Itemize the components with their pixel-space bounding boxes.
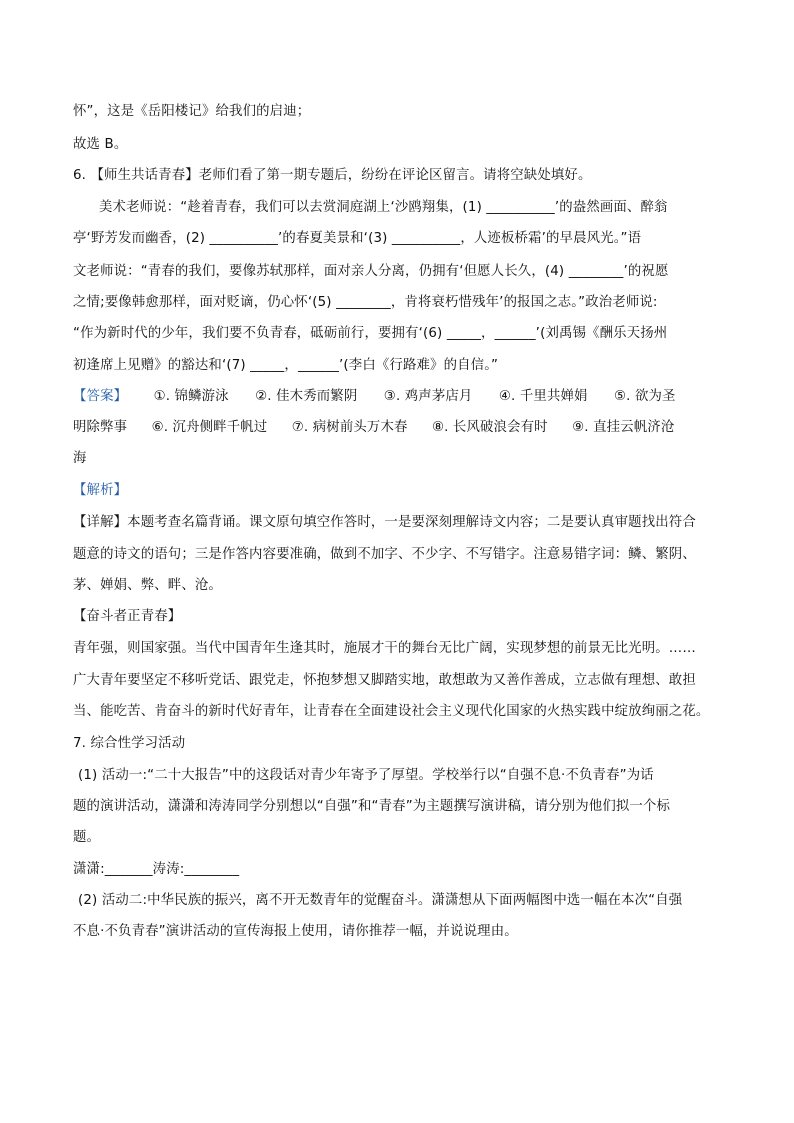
answer-item: ⑥. 沉舟侧畔千帆过	[151, 420, 268, 435]
answer-item: ⑧. 长风破浪会有时	[431, 420, 548, 435]
text-line: 题。	[73, 830, 101, 845]
text-line: 初逢席上见赠》的豁达和‘(7) _____，______’(李白《行路难》的自信。”	[73, 358, 499, 373]
text-line: 题的演讲活动，潇潇和涛涛同学分别想以“自强”和“青春”为主题撰写演讲稿，请分别为他们拟一个标	[73, 799, 671, 814]
answer-item: ③. 鸡声茅店月	[383, 389, 473, 404]
answer-blanks: 潇潇:_______涛涛:________	[73, 862, 240, 877]
answer-line-1	[73, 387, 676, 407]
answer-item: ①. 锦鳞游泳	[153, 389, 229, 404]
section-heading: 【奋斗者正青春】	[73, 609, 182, 624]
text-line: 美术老师说：“趁着青春，我们可以去赏洞庭湖上‘沙鸥翔集，(1) __________’的盎然画面、醉翁	[99, 200, 668, 215]
answer-item: ⑤. 欲为圣	[613, 389, 676, 404]
text-line: 亭‘野芳发而幽香，(2) __________’的春夏美景和‘(3) __________，人迹板桥霜’的早晨风光。”语	[73, 231, 642, 246]
question-6-heading: 6. 【师生共话青春】老师们看了第一期专题后，纷纷在评论区留言。请将空缺处填好。	[73, 168, 592, 183]
answer-label: 【答案】	[73, 389, 128, 404]
text-line: 怀”，这是《岳阳楼记》给我们的启迪；	[73, 104, 311, 119]
text-line: 文老师说：“青春的我们，要像苏轼那样，面对亲人分离，仍拥有‘但愿人长久，(4) ________’的祝愿	[73, 264, 669, 279]
text-line: 【详解】本题考查名篇背诵。课文原句填空作答时，一是要深刻理解诗文内容；二是要认真审题找出符合	[73, 515, 696, 530]
text-line: 之情;要像韩愈那样，面对贬谪，仍心怀‘(5) ________，肯将衰朽惜残年’的报国之志。”政治老师说:	[73, 295, 658, 310]
text-line: 当、能吃苦、肯奋斗的新时代好青年，让青春在全面建设社会主义现代化国家的火热实践中绽放绚丽之花。	[73, 704, 710, 719]
text-line: 茅、婵娟、弊、畔、沧。	[73, 578, 222, 593]
answer-item: ⑦. 病树前头万木春	[291, 420, 408, 435]
answer-item: 明除弊事	[73, 420, 128, 435]
answer-item: ⑨. 直挂云帆济沧	[572, 420, 675, 435]
text-line: 故选 B。	[73, 137, 128, 152]
question-7-heading: 7. 综合性学习活动	[73, 736, 186, 751]
text-line: (1) 活动一:“二十大报告”中的这段话对青少年寄予了厚望。学校举行以“自强不息·不负青春”为话	[78, 768, 654, 783]
answer-line-2	[73, 418, 674, 438]
text-line: 题意的诗文的语句；三是作答内容要准确，做到不加字、不少字、不写错字。注意易错字词：鳞、繁阴、	[73, 547, 696, 562]
text-line: 青年强，则国家强。当代中国青年生逢其时，施展才干的舞台无比广阔，实现梦想的前景无比光明。……	[73, 641, 696, 656]
text-line: (2) 活动二:中华民族的振兴，离不开无数青年的觉醒奋斗。潇潇想从下面两幅图中选一幅在本次“自强	[78, 893, 683, 908]
analysis-label: 【解析】	[73, 483, 128, 498]
text-line: 广大青年要坚定不移听党话、跟党走，怀抱梦想又脚踏实地，敢想敢为又善作善成，立志做有理想、敢担	[73, 673, 696, 688]
text-line: 不息·不负青春”演讲活动的宣传海报上使用，请你推荐一幅，并说说理由。	[73, 924, 518, 939]
answer-item: ②. 佳木秀而繁阴	[255, 389, 358, 404]
text-line: 海	[73, 451, 87, 466]
answer-item: ④. 千里共婵娟	[498, 389, 588, 404]
text-line: “作为新时代的少年，我们要不负青春，砥砺前行，要拥有‘(6) _____，______’(刘禹锡《酬乐天扬州	[73, 326, 668, 341]
